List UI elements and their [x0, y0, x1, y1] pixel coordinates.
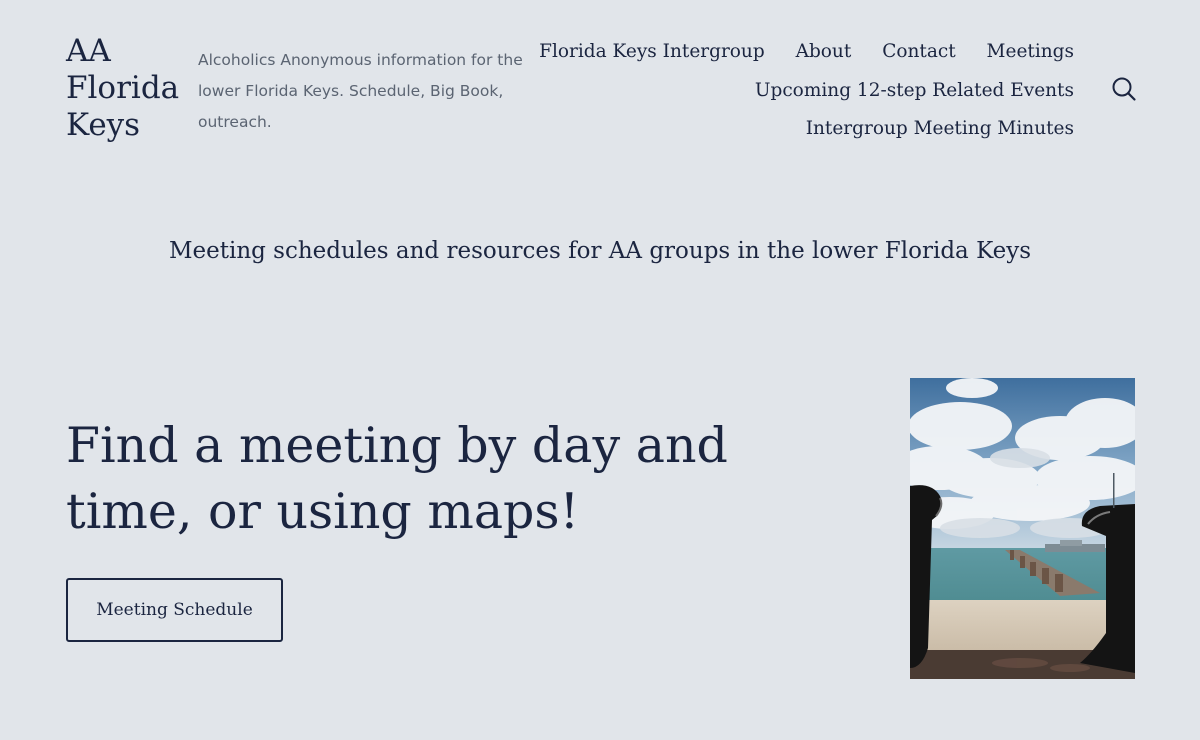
nav-row	[534, 33, 1074, 72]
nav-row	[534, 72, 1074, 111]
site-title-line: AA	[66, 33, 111, 69]
hero-heading: Find a meeting by day and time, or using maps!	[66, 417, 728, 540]
intro-text: Meeting schedules and resources for AA groups in the lower Florida Keys	[168, 238, 1032, 264]
nav-item-about[interactable]: About	[795, 41, 852, 62]
primary-nav	[534, 33, 1074, 149]
nav-item-contact[interactable]: Contact	[882, 41, 956, 62]
site-title-line: Florida	[66, 70, 180, 106]
nav-row	[534, 110, 1074, 149]
site-title-line: Keys	[66, 107, 141, 143]
nav-item-meetings[interactable]: Meetings	[986, 41, 1074, 62]
search-button[interactable]	[1111, 76, 1137, 102]
pier-photo	[910, 378, 1135, 679]
site-tagline: Alcoholics Anonymous information for the lower Florida Keys. Schedule, Big Book, outreach.	[198, 51, 523, 131]
nav-item-florida-keys-intergroup[interactable]: Florida Keys Intergroup	[539, 41, 765, 62]
site-title[interactable]	[66, 33, 186, 144]
meeting-schedule-button[interactable]: Meeting Schedule	[66, 578, 283, 642]
search-icon	[1111, 76, 1137, 102]
nav-item-meeting-minutes[interactable]: Intergroup Meeting Minutes	[805, 118, 1074, 139]
nav-item-upcoming-events[interactable]: Upcoming 12-step Related Events	[754, 79, 1074, 101]
